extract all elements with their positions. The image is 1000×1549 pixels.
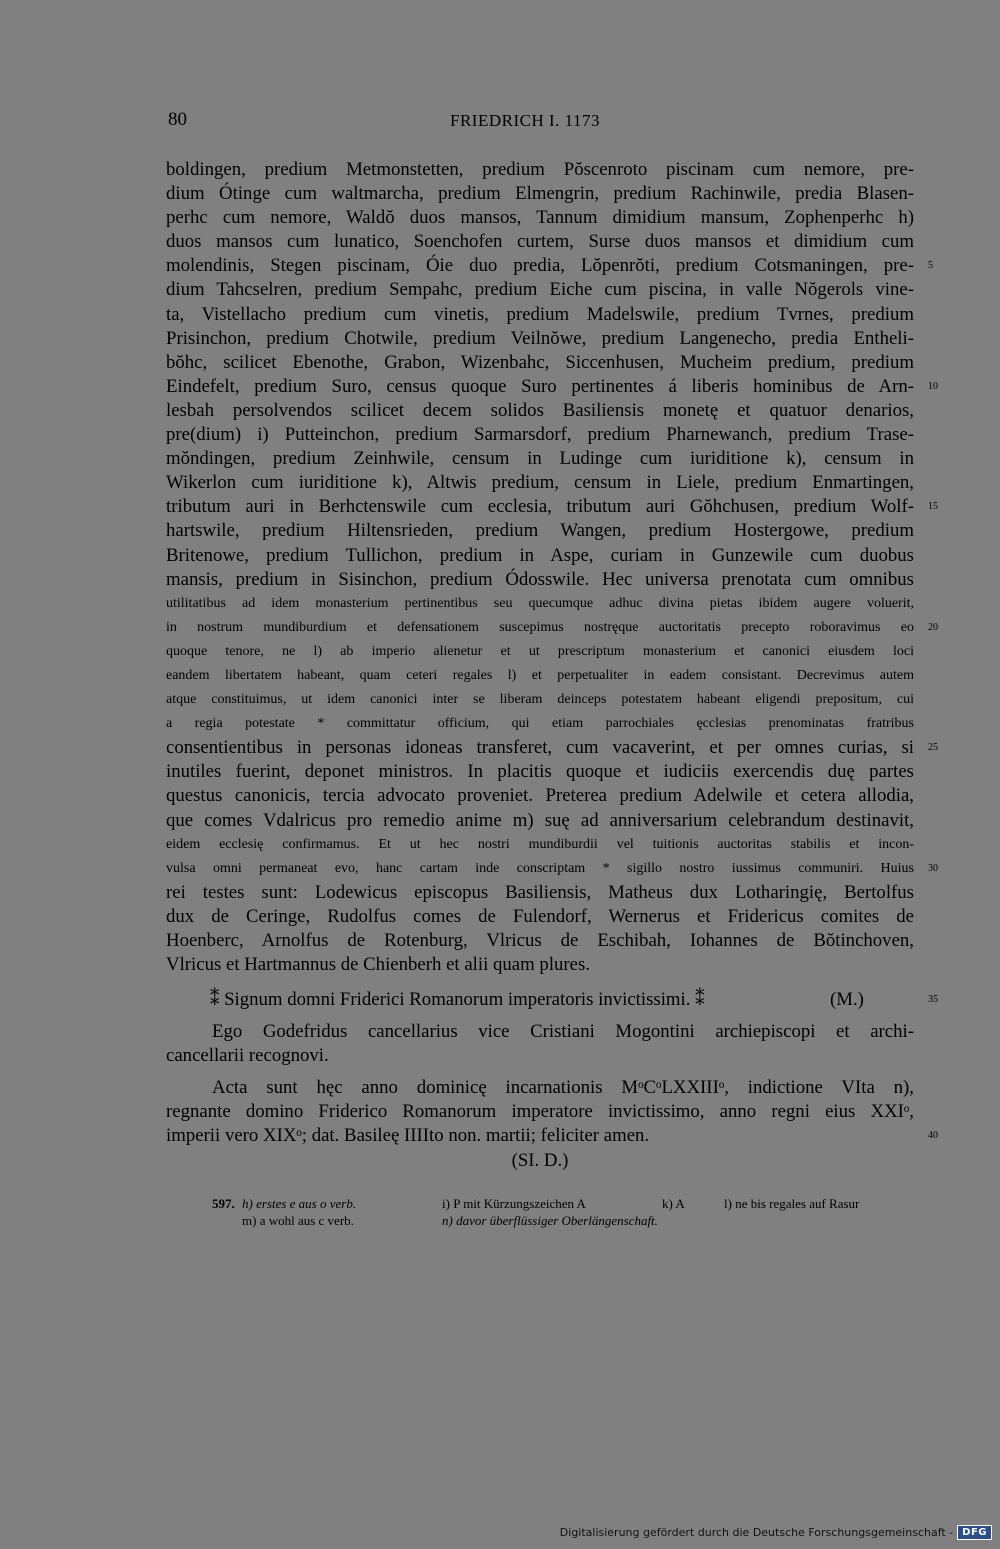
text-line-content: Hoenberc, Arnolfus de Rotenburg, Vlricus de Eschibah, Iohannes de Bŏtinchoven, bbox=[166, 930, 914, 951]
text-line-content: Britenowe, predium Tullichon, predium in Aspe, curiam in Gunzewile cum duobus bbox=[166, 544, 914, 566]
text-line bbox=[166, 784, 914, 808]
text-line-content: lesbah persolvendos scilicet decem solidos Basiliensis monetę et quatuor denarios, bbox=[166, 399, 914, 421]
text-line bbox=[166, 544, 914, 568]
footnote-line bbox=[212, 1195, 917, 1212]
text-line-content: boldingen, predium Metmonstetten, predium Pŏscenroto piscinam cum nemore, pre- bbox=[166, 159, 914, 180]
charter-text bbox=[166, 158, 938, 977]
text-line bbox=[166, 471, 914, 495]
line-number: 35 bbox=[928, 994, 938, 1005]
footnote-k: k) A bbox=[662, 1196, 685, 1211]
line-number: 5 bbox=[928, 260, 933, 272]
text-line bbox=[166, 592, 914, 616]
footnote-i: i) P mit Kürzungszeichen A bbox=[442, 1196, 586, 1211]
text-line-content: eandem libertatem habeant, quam ceteri regales l) et perpetualiter in eadem consistant. Decrevimus autem bbox=[166, 667, 914, 683]
text-line bbox=[166, 254, 933, 278]
text-line bbox=[166, 423, 914, 447]
signum-text: ⁑ Signum domni Friderici Romanorum imperatoris invictissimi. ⁑ bbox=[210, 989, 705, 1010]
page-header bbox=[168, 109, 920, 137]
text-line bbox=[166, 158, 914, 182]
text-line-content: dium Ótinge cum waltmarcha, predium Elmengrin, predium Rachinwile, predia Blasen- bbox=[166, 183, 914, 205]
acta-line-text: imperii vero XIXᵒ; dat. Basileę IIIIto non. martii; feliciter amen. bbox=[166, 1125, 650, 1147]
text-line bbox=[166, 206, 914, 230]
text-line-content: bŏhc, scilicet Ebenothe, Grabon, Wizenbahc, Siccenhusen, Mucheim predium, predium bbox=[166, 351, 914, 373]
text-line bbox=[166, 327, 914, 351]
text-line bbox=[166, 881, 914, 905]
recognition-paragraph bbox=[166, 1020, 914, 1068]
text-line bbox=[166, 929, 914, 953]
text-line-content: eidem ecclesię confirmamus. Et ut hec nostri mundiburdii vel tuitionis auctoritas stabilis et incon- bbox=[166, 836, 914, 852]
text-line bbox=[166, 616, 938, 640]
text-line bbox=[166, 278, 914, 302]
text-line bbox=[166, 351, 914, 375]
text-line-content: ta, Vistellacho predium cum vinetis, predium Madelswile, predium Tvrnes, predium bbox=[166, 303, 914, 325]
text-line bbox=[166, 953, 914, 977]
line-number: 25 bbox=[928, 742, 938, 754]
text-line-content: dux de Ceringe, Rudolfus comes de Fulendorf, Wernerus et Fridericus comites de bbox=[166, 905, 914, 927]
recognition-line: cancellarii recognovi. bbox=[166, 1045, 329, 1067]
acta-line bbox=[166, 1124, 938, 1148]
text-line bbox=[166, 182, 914, 206]
text-line-content: utilitatibus ad idem monasterium pertinentibus seu quecumque adhuc divina pietas ibidem augere voluerit, bbox=[166, 595, 914, 611]
text-line-content: questus canonicis, tercia advocato proveniet. Preterea predium Adelwile et cetera allodia, bbox=[166, 785, 914, 807]
text-line-content: Wikerlon cum iuriditione k), Altwis predium, censum in Liele, predium Enmartingen, bbox=[166, 472, 914, 494]
text-line bbox=[166, 519, 914, 543]
acta-line: regnante domino Friderico Romanorum imperatore invictissimo, anno regni eius XXIᵒ, bbox=[166, 1101, 914, 1123]
text-line bbox=[166, 712, 914, 736]
text-line-content: mansis, predium in Sisinchon, predium Ódosswile. Hec universa prenotata cum omnibus bbox=[166, 568, 914, 590]
line-number: 20 bbox=[928, 621, 938, 633]
footnotes bbox=[212, 1195, 917, 1229]
page-number: 80 bbox=[168, 109, 187, 130]
line-number: 40 bbox=[928, 1130, 938, 1142]
text-line-content: duos mansos cum lunatico, Soenchofen curtem, Surse duos mansos et dimidium cum bbox=[166, 231, 914, 253]
text-line bbox=[166, 760, 914, 784]
recognition-line: Ego Godefridus cancellarius vice Cristiani Mogontini archiepiscopi et archi- bbox=[212, 1021, 914, 1042]
text-line bbox=[166, 640, 914, 664]
line-number: 10 bbox=[928, 380, 938, 392]
text-line bbox=[166, 905, 914, 929]
text-line-content: Prisinchon, predium Chotwile, predium Veilnŏwe, predium Langenecho, predia Entheli- bbox=[166, 327, 914, 349]
text-line-content: tributum auri in Berhctenswile cum ecclesia, tributum auri Gŏhchusen, predium Wolf- bbox=[166, 496, 914, 518]
text-line bbox=[166, 736, 938, 760]
text-line-content: consentientibus in personas idoneas transferet, cum vacaverint, et per omnes curias, si bbox=[166, 737, 914, 759]
footnote-l: l) ne bis regales auf Rasur bbox=[724, 1196, 860, 1211]
text-line bbox=[166, 688, 914, 712]
text-line-content: dium Tahcselren, predium Sempahc, predium Eiche cum piscina, in valle Nŏgerols vine- bbox=[166, 279, 914, 301]
text-line-content: quoque tenore, ne l) ab imperio alienetur et ut prescriptum monasterium et canonici eiusdem loci bbox=[166, 643, 914, 659]
text-line-content: rei testes sunt: Lodewicus episcopus Basiliensis, Matheus dux Lotharingię, Bertolfus bbox=[166, 881, 914, 903]
text-line bbox=[166, 833, 914, 857]
text-line-content: hartswile, predium Hiltensrieden, predium Wangen, predium Hostergowe, predium bbox=[166, 520, 914, 542]
line-number: 30 bbox=[928, 862, 938, 874]
acta-paragraph bbox=[166, 1076, 938, 1148]
seal-note: (SI. D.) bbox=[511, 1150, 569, 1171]
text-line bbox=[166, 809, 914, 833]
text-line-content: Vlricus et Hartmannus de Chienberh et alii quam plures. bbox=[166, 954, 591, 976]
acta-line: Acta sunt hęc anno dominicę incarnationis MᵒCᵒLXXIIIᵒ, indictione VIta n), bbox=[212, 1077, 914, 1098]
text-line bbox=[166, 568, 914, 592]
credit-text: Digitalisierung gefördert durch die Deutsche Forschungsgemeinschaft - bbox=[559, 1525, 954, 1539]
text-line-content: in nostrum mundiburdium et defensationem suscepimus nostręque auctoritatis precepto roboravimus eo bbox=[166, 619, 914, 635]
signum-line bbox=[210, 988, 938, 1012]
line-number: 15 bbox=[928, 501, 938, 513]
text-line bbox=[166, 495, 938, 519]
text-line bbox=[166, 303, 914, 327]
dfg-logo: DFG bbox=[957, 1525, 992, 1540]
text-line-content: atque constituimus, ut idem canonici inter se liberam deinceps potestatem habeant eligendi prepositum, cui bbox=[166, 692, 914, 708]
text-line-content: vulsa omni permaneat evo, hanc cartam inde conscriptam * sigillo nostro iussimus communiri. Huius bbox=[166, 860, 914, 876]
text-line bbox=[166, 664, 914, 688]
text-line-content: que comes Vdalricus pro remedio anime m) suę ad anniversarium celebrandum destinavit, bbox=[166, 809, 914, 831]
document-number: 597. bbox=[212, 1196, 235, 1211]
text-line-content: pre(dium) i) Putteinchon, predium Sarmarsdorf, predium Pharnewanch, predium Trase- bbox=[166, 424, 914, 446]
text-line bbox=[166, 230, 914, 254]
footnote-n: n) davor überflüssiger Oberlängenschaft. bbox=[442, 1213, 658, 1228]
footnote-m: m) a wohl aus c verb. bbox=[242, 1213, 354, 1228]
monogram-mark: (M.) bbox=[830, 989, 864, 1010]
text-line bbox=[166, 857, 938, 881]
text-line-content: perhc cum nemore, Waldŏ duos mansos, Tannum dimidium mansum, Zophenperhc h) bbox=[166, 207, 914, 229]
text-line bbox=[166, 375, 938, 399]
text-line-content: molendinis, Stegen piscinam, Óie duo predia, Lŏpenrŏti, predium Cotsmaningen, pre- bbox=[166, 255, 914, 277]
digitization-credit bbox=[560, 1523, 992, 1541]
text-line-content: Eindefelt, predium Suro, census quoque Suro pertinentes á liberis hominibus de Arn- bbox=[166, 375, 914, 397]
text-line bbox=[166, 399, 914, 423]
text-line-content: a regia potestate * committatur officium, qui etiam parrochiales ęcclesias prenominatas fratribus bbox=[166, 716, 914, 732]
text-line bbox=[166, 447, 914, 471]
text-line-content: mŏndingen, predium Zeinhwile, censum in Ludinge cum iuriditione k), censum in bbox=[166, 448, 914, 470]
running-title: FRIEDRICH I. 1173 bbox=[450, 111, 601, 130]
text-line-content: inutiles fuerint, deponet ministros. In placitis quoque et iudiciis exercendis duę partes bbox=[166, 761, 914, 783]
footnote-line bbox=[212, 1212, 917, 1229]
footnote-h: h) erstes e aus o verb. bbox=[242, 1196, 357, 1211]
